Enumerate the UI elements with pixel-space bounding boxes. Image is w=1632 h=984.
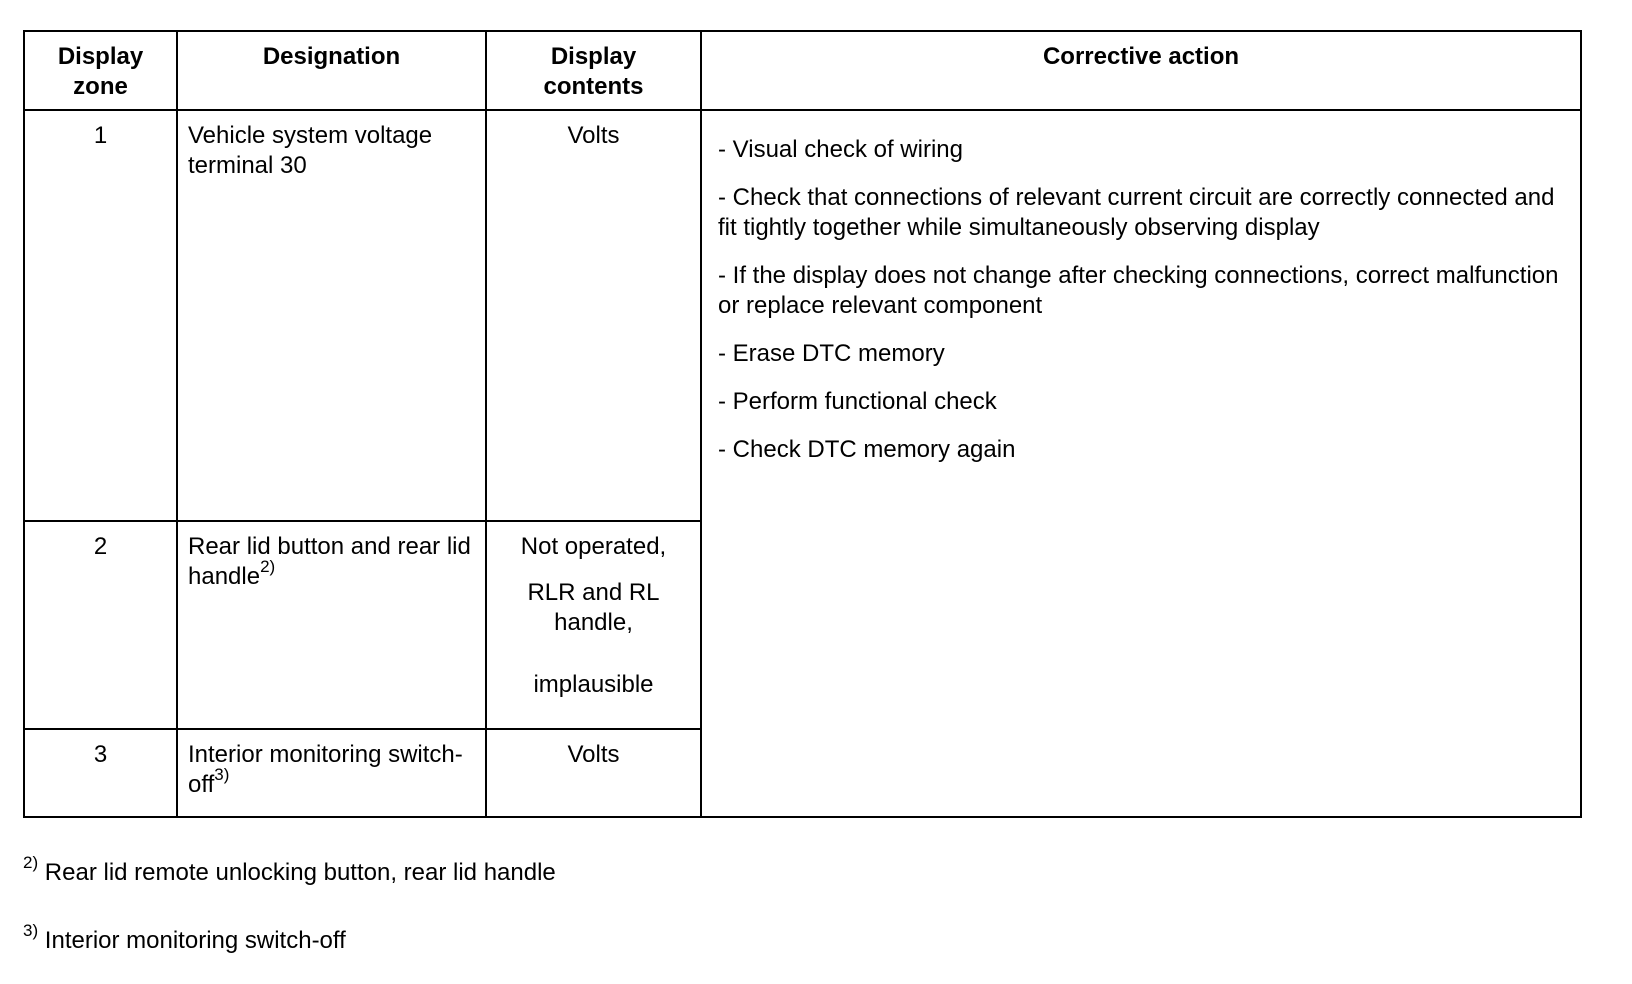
header-display-zone: Display zone xyxy=(24,31,177,110)
header-corrective-action: Corrective action xyxy=(701,31,1581,110)
footnote-text: Interior monitoring switch-off xyxy=(44,927,346,954)
header-display-contents: Display contents xyxy=(486,31,701,110)
contents-cell: Volts xyxy=(486,729,701,817)
zone-cell: 1 xyxy=(24,110,177,521)
footnote xyxy=(23,921,346,956)
action-item: - Erase DTC memory xyxy=(718,340,945,367)
action-item: - Check that connections of relevant current circuit are correctly connected and fit tightly together while simultaneously observing display xyxy=(718,184,1555,241)
zone-cell: 2 xyxy=(24,521,177,729)
zone-cell: 3 xyxy=(24,729,177,817)
footnote-marker: 3) xyxy=(23,921,39,940)
header-designation: Designation xyxy=(177,31,486,110)
action-item: - Perform functional check xyxy=(718,388,997,415)
table-row xyxy=(24,110,1581,521)
action-item: - Visual check of wiring xyxy=(718,136,963,163)
contents-cell: Not operated, RLR and RL handle, implausible xyxy=(486,521,701,729)
footnote-text: Rear lid remote unlocking button, rear lid handle xyxy=(44,859,556,886)
designation-cell: Rear lid button and rear lid handle$^{2)}$ xyxy=(177,521,486,729)
corrective-action-cell xyxy=(701,110,1581,817)
footnote-marker: 2) xyxy=(23,853,39,872)
footnote-ref: 3) xyxy=(214,765,230,784)
action-item: - If the display does not change after checking connections, correct malfunction or replace relevant component xyxy=(718,262,1559,319)
designation-cell: Vehicle system voltage terminal 30 xyxy=(177,110,486,521)
footnote-ref: 2) xyxy=(260,557,276,576)
action-item: - Check DTC memory again xyxy=(718,436,1016,463)
designation-cell: Interior monitoring switch-off$^{3)}$ xyxy=(177,729,486,817)
diagnostic-table xyxy=(23,30,1582,818)
table-header-row xyxy=(24,31,1581,110)
contents-cell: Volts xyxy=(486,110,701,521)
footnote xyxy=(23,853,556,888)
